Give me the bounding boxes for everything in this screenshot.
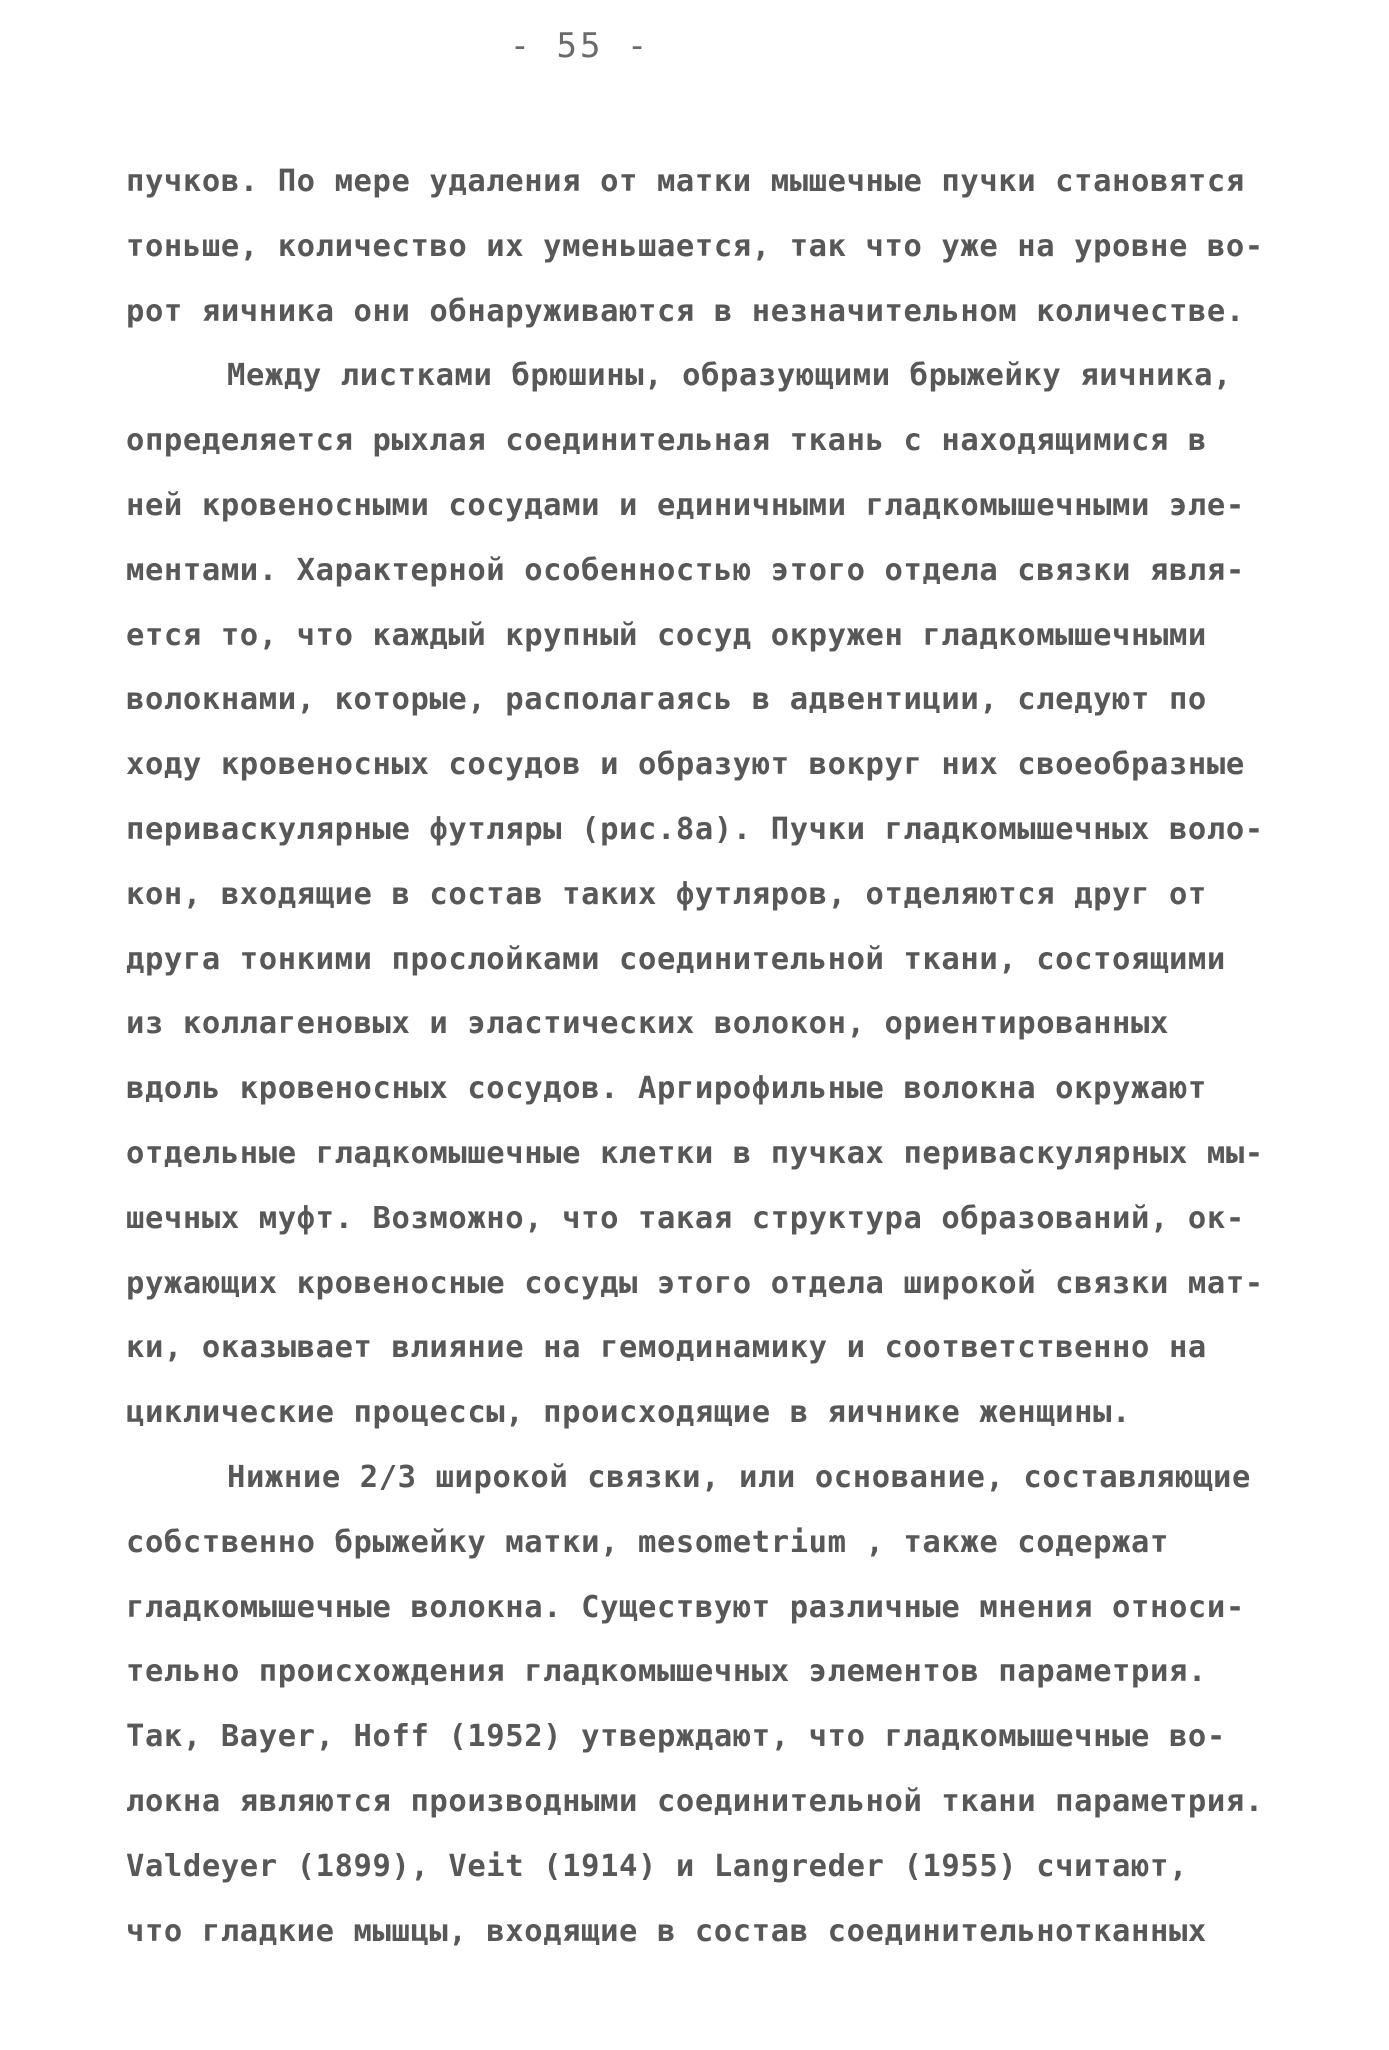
text-line: рот яичника они обнаруживаются в незначительном количестве. [126, 293, 1245, 329]
text-line: Valdeyer (1899), Veit (1914) и Langreder (1955) считают, [126, 1848, 1188, 1884]
text-line: ней кровеносными сосудами и единичными гладкомышечными эле- [126, 487, 1245, 523]
text-line: тоньше, количество их уменьшается, так что уже на уровне во- [126, 228, 1264, 264]
text-line: периваскулярные футляры (рис.8а). Пучки гладкомышечных воло- [126, 811, 1264, 847]
text-line: пучков. По мере удаления от матки мышечные пучки становятся [126, 164, 1245, 199]
paragraph-start-line: Нижние 2/3 широкой связки, или основание, составляющие [227, 1459, 1251, 1495]
text-line: Так, Bayer, Hoff (1952) утверждают, что гладкомышечные во- [126, 1719, 1226, 1755]
text-line: ки, оказывает влияние на гемодинамику и соответственно на [126, 1330, 1207, 1366]
text-line: друга тонкими прослойками соединительной ткани, состоящими [126, 941, 1226, 977]
text-line: вдоль кровеносных сосудов. Аргирофильные волокна окружают [126, 1071, 1207, 1107]
text-line: определяется рыхлая соединительная ткань с находящимися в [126, 423, 1207, 459]
text-line: локна являются производными соединительной ткани параметрия. [126, 1783, 1264, 1819]
text-line: гладкомышечные волокна. Существуют различные мнения относи- [126, 1589, 1245, 1625]
text-line: что гладкие мышцы, входящие в состав соединительнотканных [126, 1913, 1207, 1949]
text-line: из коллагеновых и эластических волокон, ориентированных [126, 1006, 1169, 1042]
text-line: собственно брыжейку матки, mesometrium , также содержат [126, 1524, 1169, 1560]
text-line: тельно происхождения гладкомышечных элементов параметрия. [126, 1654, 1207, 1690]
text-line: отдельные гладкомышечные клетки в пучках периваскулярных мы- [126, 1135, 1264, 1171]
text-line: ружающих кровеносные сосуды этого отдела широкой связки мат- [126, 1265, 1264, 1301]
text-line: волокнами, которые, располагаясь в адвентиции, следуют по [126, 682, 1207, 718]
text-line: ется то, что каждый крупный сосуд окружен гладкомышечными [126, 617, 1207, 653]
page-number: - 55 - [509, 26, 651, 66]
text-line: ментами. Характерной особенностью этого отдела связки явля- [126, 552, 1245, 588]
text-line: циклические процессы, происходящие в яичнике женщины. [126, 1395, 1132, 1431]
text-line: ходу кровеносных сосудов и образуют вокруг них своеобразные [126, 747, 1245, 783]
text-line: шечных муфт. Возможно, что такая структура образований, ок- [126, 1200, 1245, 1236]
text-line: кон, входящие в состав таких футляров, отделяются друг от [126, 876, 1207, 912]
body-text [126, 150, 1276, 1964]
paragraph-start-line: Между листками брюшины, образующими брыжейку яичника, [227, 358, 1233, 394]
